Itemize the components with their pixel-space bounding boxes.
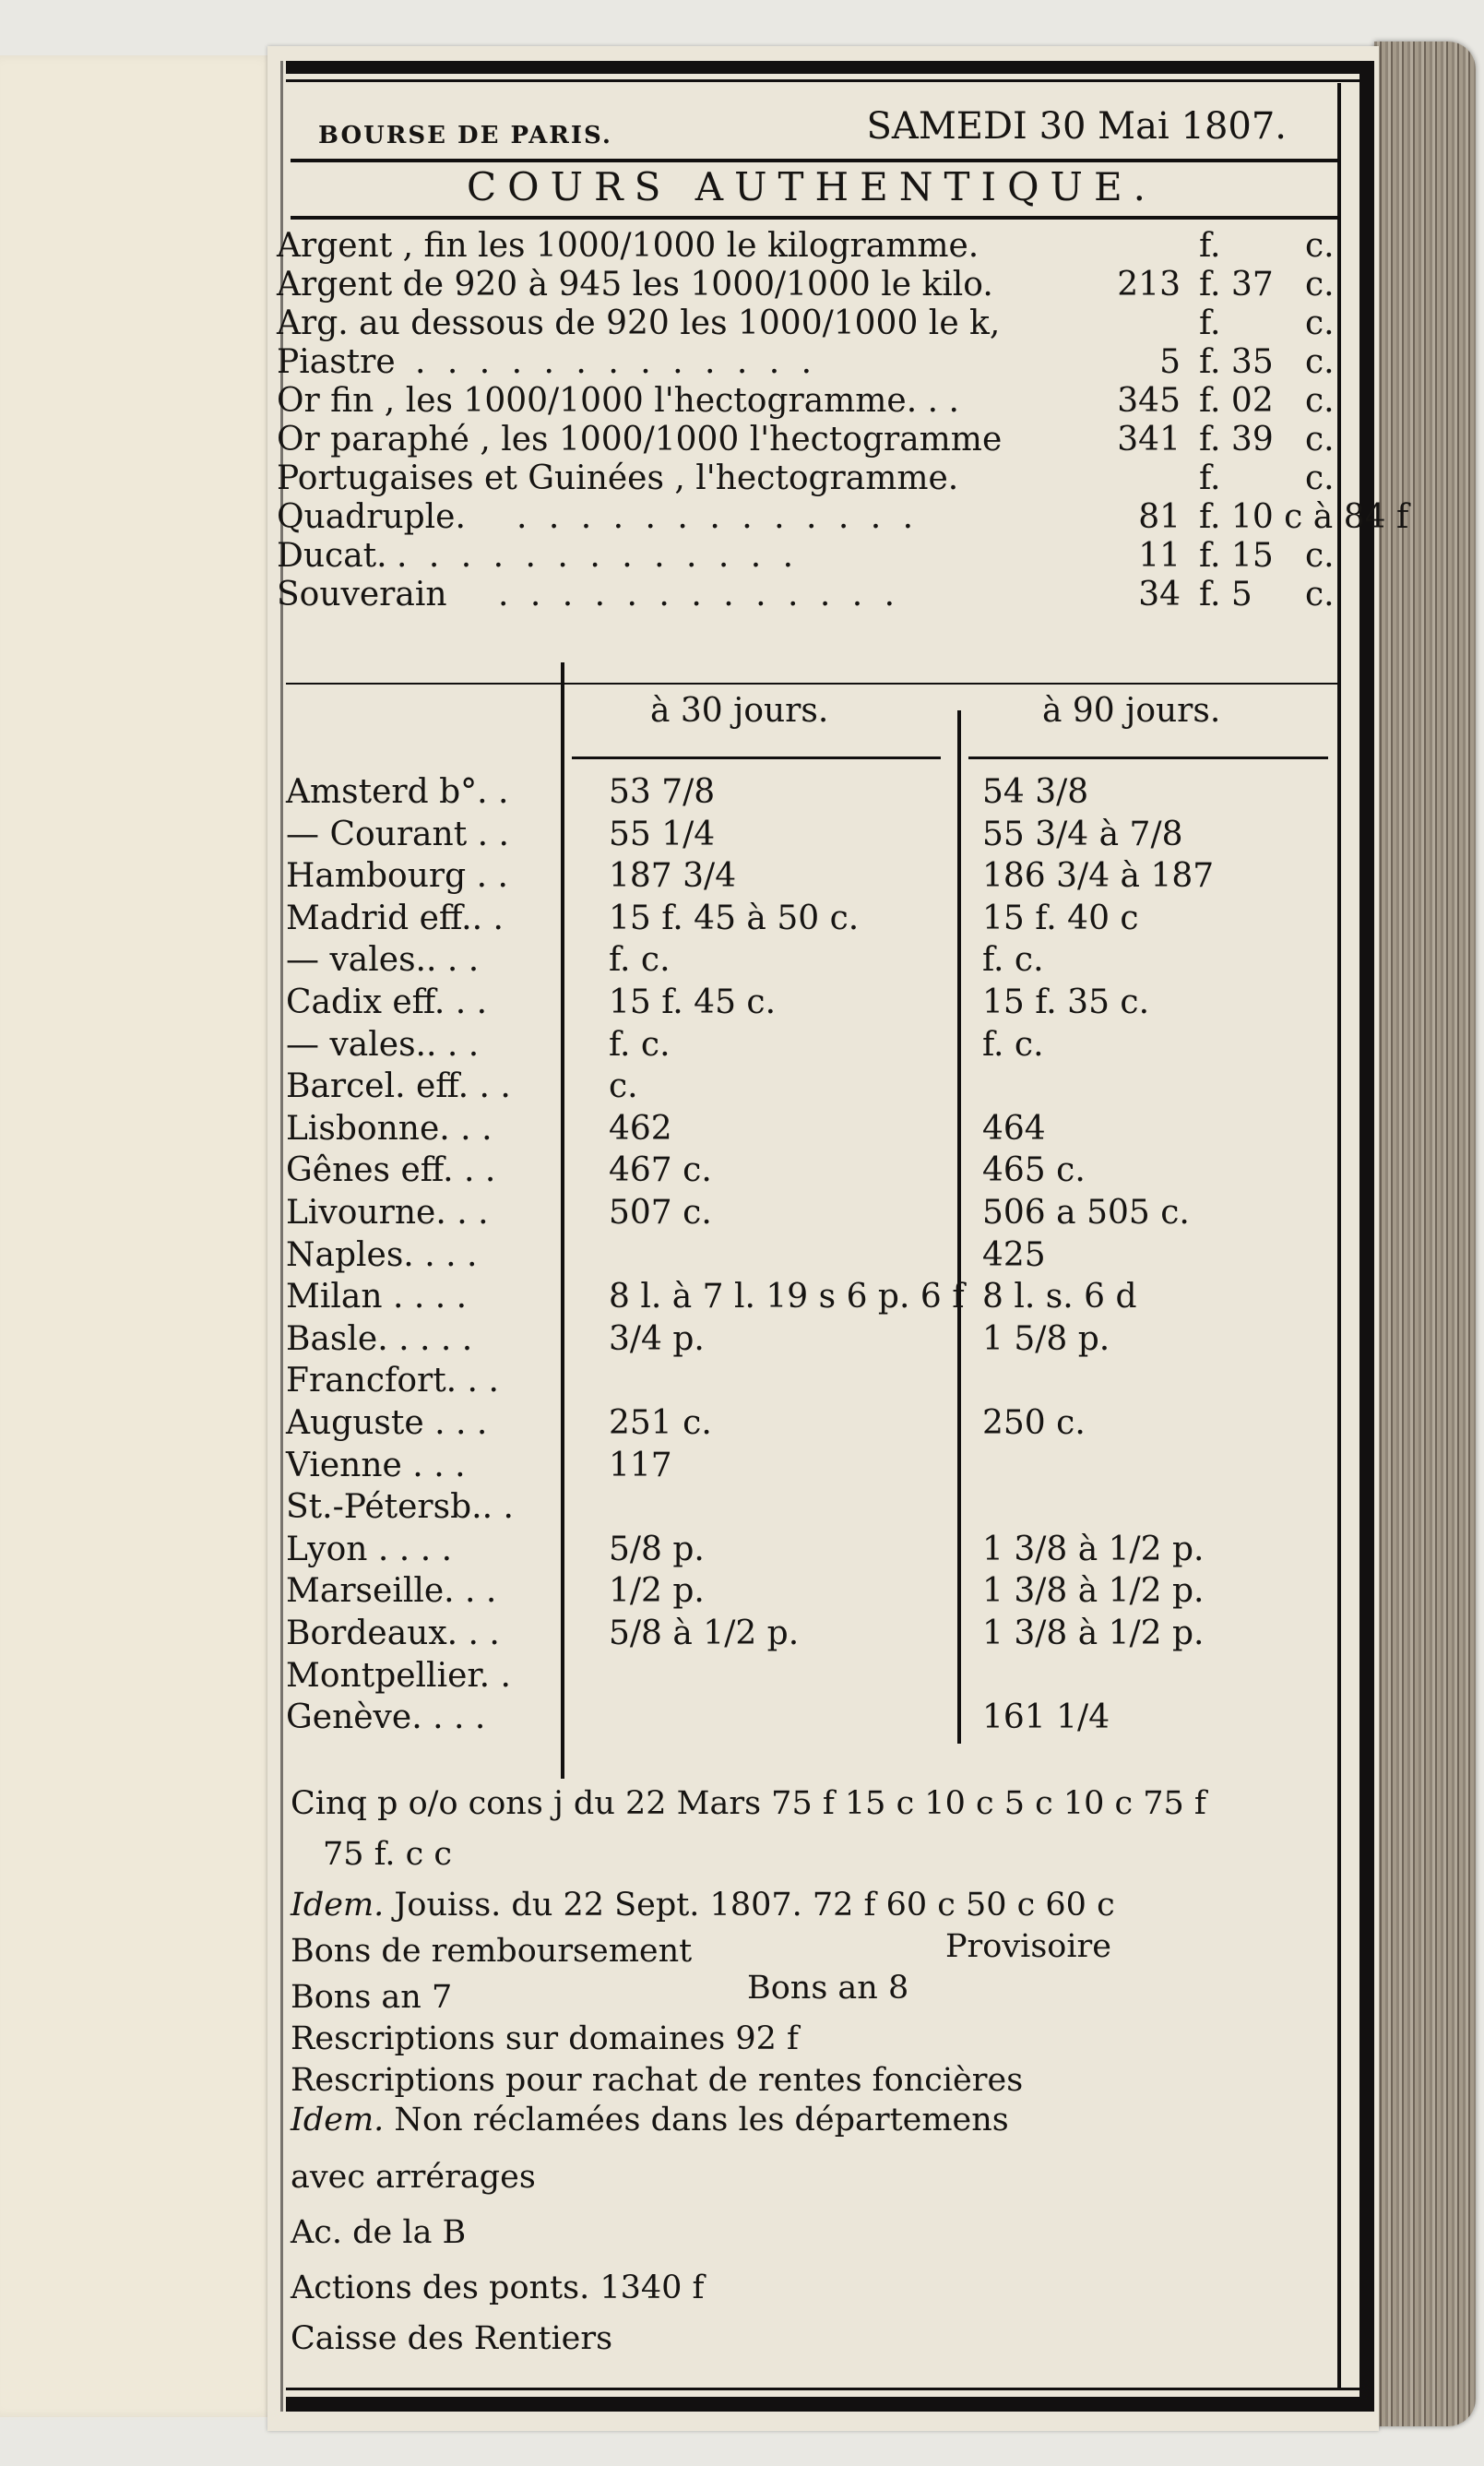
- metal-label: Or paraphé , les 1000/1000 l'hectogramme: [277, 421, 1003, 459]
- metal-francs: f. 02: [1199, 382, 1274, 420]
- leader-dots: . . . . . . . . . . . . .: [498, 576, 901, 614]
- rule-above-title: [291, 159, 1337, 162]
- metal-francs: f. 15: [1199, 537, 1274, 575]
- caisse-rentiers: Caisse des Rentiers: [291, 2320, 613, 2357]
- leader-dots: . . . . . . . . . . . . .: [397, 537, 800, 575]
- exchange-place: — vales.. . .: [286, 1026, 480, 1064]
- exchange-col-divider-left: [561, 662, 564, 1779]
- rule-below-title: [291, 216, 1337, 220]
- exchange-rate-30-days: 8 l. à 7 l. 19 s 6 p. 6 f: [609, 1278, 965, 1316]
- exchange-place: Vienne . . .: [286, 1447, 466, 1484]
- exchange-rate-90-days: 15 f. 35 c.: [982, 983, 1150, 1021]
- metal-value: 341: [1117, 421, 1181, 459]
- exchange-place: Amsterd b°. .: [286, 773, 509, 811]
- cinq-pour-cent: Cinq p o/o cons j du 22 Mars 75 f 15 c 10 c 5 c 10 c 75 f: [291, 1785, 1206, 1822]
- exchange-rate-90-days: 464: [982, 1110, 1046, 1148]
- metal-francs: f. 37: [1199, 266, 1274, 304]
- exchange-rate-90-days: 15 f. 40 c: [982, 899, 1139, 937]
- leader-dots: . . . . . . . . . . . . .: [415, 343, 818, 381]
- metal-francs: f.: [1199, 459, 1221, 497]
- frame-bottom-border: [286, 2397, 1365, 2412]
- exchange-rate-30-days: 462: [609, 1110, 672, 1148]
- exchange-rate-90-days: 1 3/8 à 1/2 p.: [982, 1614, 1205, 1652]
- exchange-rate-30-days: 507 c.: [609, 1194, 712, 1232]
- exchange-place: Barcel. eff. . .: [286, 1067, 511, 1105]
- exchange-rate-30-days: 5/8 à 1/2 p.: [609, 1614, 800, 1652]
- exchange-rate-30-days: 467 c.: [609, 1151, 712, 1189]
- exchange-place: Hambourg . .: [286, 857, 508, 895]
- exchange-rate-30-days: c.: [609, 1067, 638, 1105]
- exchange-rate-30-days: 55 1/4: [609, 816, 716, 853]
- leader-dots: . . . . . . . . . . . . .: [516, 498, 920, 536]
- exchange-place: — Courant . .: [286, 816, 509, 853]
- exchange-place: Genève. . . .: [286, 1698, 486, 1736]
- exchange-place: Naples. . . .: [286, 1236, 478, 1274]
- exchange-rate-30-days: 53 7/8: [609, 773, 716, 811]
- metal-label: Arg. au dessous de 920 les 1000/1000 le k,: [277, 304, 1001, 342]
- exchange-col-divider-mid: [957, 710, 961, 1744]
- avec-arrerages: avec arrérages: [291, 2159, 536, 2196]
- exchange-rate-90-days: 425: [982, 1236, 1046, 1274]
- metal-centimes: c.: [1305, 576, 1335, 614]
- exchange-place: Cadix eff. . .: [286, 983, 488, 1021]
- metal-centimes: c.: [1305, 266, 1335, 304]
- metal-value: 213: [1117, 266, 1181, 304]
- metal-centimes: c.: [1305, 382, 1335, 420]
- metal-francs: f. 39: [1199, 421, 1274, 459]
- metal-label: Souverain: [277, 576, 447, 614]
- metal-label: Ducat.: [277, 537, 387, 575]
- exchange-place: Madrid eff.. .: [286, 899, 504, 937]
- exchange-col-head-30: à 30 jours.: [650, 692, 829, 730]
- metal-label: Argent , fin les 1000/1000 le kilogramme.: [277, 227, 979, 265]
- exchange-place: Montpellier. .: [286, 1657, 511, 1695]
- metal-label: Or fin , les 1000/1000 l'hectogramme. . .: [277, 382, 959, 420]
- exchange-place: Lisbonne. . .: [286, 1110, 493, 1148]
- exchange-rate-90-days: 186 3/4 à 187: [982, 857, 1215, 895]
- metal-label: Quadruple.: [277, 498, 466, 536]
- rule-under-col1-head: [572, 756, 941, 759]
- exchange-rate-30-days: 15 f. 45 c.: [609, 983, 777, 1021]
- metal-label: Piastre: [277, 343, 396, 381]
- bons-provisoire: Provisoire: [945, 1928, 1111, 1965]
- idem-jouissance: [291, 1887, 1115, 1924]
- exchange-rate-30-days: 251 c.: [609, 1404, 712, 1442]
- exchange-rate-30-days: f. c.: [609, 1026, 671, 1064]
- metal-centimes: c.: [1305, 459, 1335, 497]
- metal-value: 81: [1138, 498, 1181, 536]
- rule-under-col2-head: [968, 756, 1328, 759]
- metal-value: 11: [1138, 537, 1181, 575]
- exchange-rate-90-days: 1 3/8 à 1/2 p.: [982, 1531, 1205, 1568]
- metal-label: Argent de 920 à 945 les 1000/1000 le kilo.: [277, 266, 993, 304]
- exchange-rate-30-days: 117: [609, 1447, 672, 1484]
- metal-label: Portugaises et Guinées , l'hectogramme.: [277, 459, 959, 497]
- exchange-col-head-90: à 90 jours.: [1042, 692, 1221, 730]
- exchange-place: Basle. . . . .: [286, 1320, 473, 1358]
- exchange-rate-30-days: 1/2 p.: [609, 1572, 705, 1610]
- bons-remboursement: Bons de remboursement: [291, 1933, 693, 1970]
- exchange-rate-90-days: f. c.: [982, 941, 1044, 979]
- idem-non-reclamees-text: Non réclamées dans les départemens: [394, 2102, 1009, 2138]
- book-page-edges: [1374, 42, 1476, 2426]
- idem-non-reclamees: [291, 2102, 1009, 2138]
- exchange-rate-90-days: 8 l. s. 6 d: [982, 1278, 1137, 1316]
- exchange-rate-90-days: 250 c.: [982, 1404, 1086, 1442]
- printed-page: [267, 46, 1409, 2431]
- metal-centimes: c.: [1305, 343, 1335, 381]
- exchange-rate-90-days: 465 c.: [982, 1151, 1086, 1189]
- actions-ponts: Actions des ponts. 1340 f: [291, 2269, 705, 2306]
- exchange-rate-90-days: 161 1/4: [982, 1698, 1110, 1736]
- facing-page: [0, 55, 277, 2417]
- metal-francs: f.: [1199, 227, 1221, 265]
- exchange-rate-90-days: 55 3/4 à 7/8: [982, 816, 1183, 853]
- exchange-place: Milan . . . .: [286, 1278, 468, 1316]
- metal-centimes: c.: [1305, 304, 1335, 342]
- exchange-rate-30-days: 187 3/4: [609, 857, 737, 895]
- exchange-place: Lyon . . . .: [286, 1531, 453, 1568]
- exchange-place: Bordeaux. . .: [286, 1614, 500, 1652]
- exchange-rate-30-days: 15 f. 45 à 50 c.: [609, 899, 860, 937]
- exchange-place: — vales.. . .: [286, 941, 480, 979]
- idem-non-reclamees-idem: Idem.: [291, 2102, 385, 2138]
- exchange-place: Gênes eff. . .: [286, 1151, 496, 1189]
- exchange-rate-90-days: f. c.: [982, 1026, 1044, 1064]
- metal-value: 5: [1159, 343, 1181, 381]
- actions-banque: Ac. de la B: [291, 2214, 467, 2251]
- exchange-rate-90-days: 1 3/8 à 1/2 p.: [982, 1572, 1205, 1610]
- rescriptions-rachat: Rescriptions pour rachat de rentes foncières: [291, 2062, 1024, 2099]
- frame-right-border-thin: [1337, 83, 1341, 2389]
- header-exchange-name: BOURSE DE PARIS.: [318, 122, 612, 149]
- frame-right-border: [1359, 61, 1374, 2412]
- metal-francs: f. 5: [1199, 576, 1252, 614]
- metal-francs: f.: [1199, 304, 1221, 342]
- frame-top-border-thin: [286, 79, 1365, 82]
- idem-jouissance-idem: Idem.: [291, 1887, 385, 1924]
- frame-bottom-border-thin: [286, 2388, 1365, 2390]
- page-title: COURS AUTHENTIQUE.: [467, 164, 1157, 209]
- rescriptions-domaines: Rescriptions sur domaines 92 f: [291, 2020, 799, 2057]
- exchange-rate-30-days: 5/8 p.: [609, 1531, 705, 1568]
- exchange-place: Francfort. . .: [286, 1362, 499, 1400]
- frame-top-border: [286, 61, 1365, 74]
- exchange-rate-90-days: 54 3/8: [982, 773, 1089, 811]
- bons-an-8: Bons an 8: [747, 1970, 909, 2007]
- cinq-pour-cent-cont: 75 f. c c: [323, 1836, 452, 1873]
- metal-centimes: c.: [1305, 227, 1335, 265]
- metal-value: 34: [1138, 576, 1181, 614]
- rule-above-exchange: [286, 683, 1337, 685]
- idem-jouissance-text: Jouiss. du 22 Sept. 1807. 72 f 60 c 50 c 60 c: [394, 1887, 1115, 1924]
- metal-centimes: c.: [1305, 421, 1335, 459]
- exchange-rate-30-days: f. c.: [609, 941, 671, 979]
- metal-centimes: c.: [1305, 537, 1335, 575]
- exchange-rate-90-days: 506 a 505 c.: [982, 1194, 1190, 1232]
- exchange-place: Marseille. . .: [286, 1572, 497, 1610]
- exchange-place: Livourne. . .: [286, 1194, 489, 1232]
- bons-an-7: Bons an 7: [291, 1979, 453, 2016]
- exchange-rate-90-days: 1 5/8 p.: [982, 1320, 1110, 1358]
- metal-francs: f. 10 c à 84 f: [1199, 498, 1409, 536]
- exchange-place: St.-Pétersb.. .: [286, 1488, 514, 1526]
- header-date: SAMEDI 30 Mai 1807.: [866, 105, 1287, 148]
- exchange-place: Auguste . . .: [286, 1404, 488, 1442]
- exchange-rate-30-days: 3/4 p.: [609, 1320, 705, 1358]
- metal-value: 345: [1117, 382, 1181, 420]
- metal-francs: f. 35: [1199, 343, 1274, 381]
